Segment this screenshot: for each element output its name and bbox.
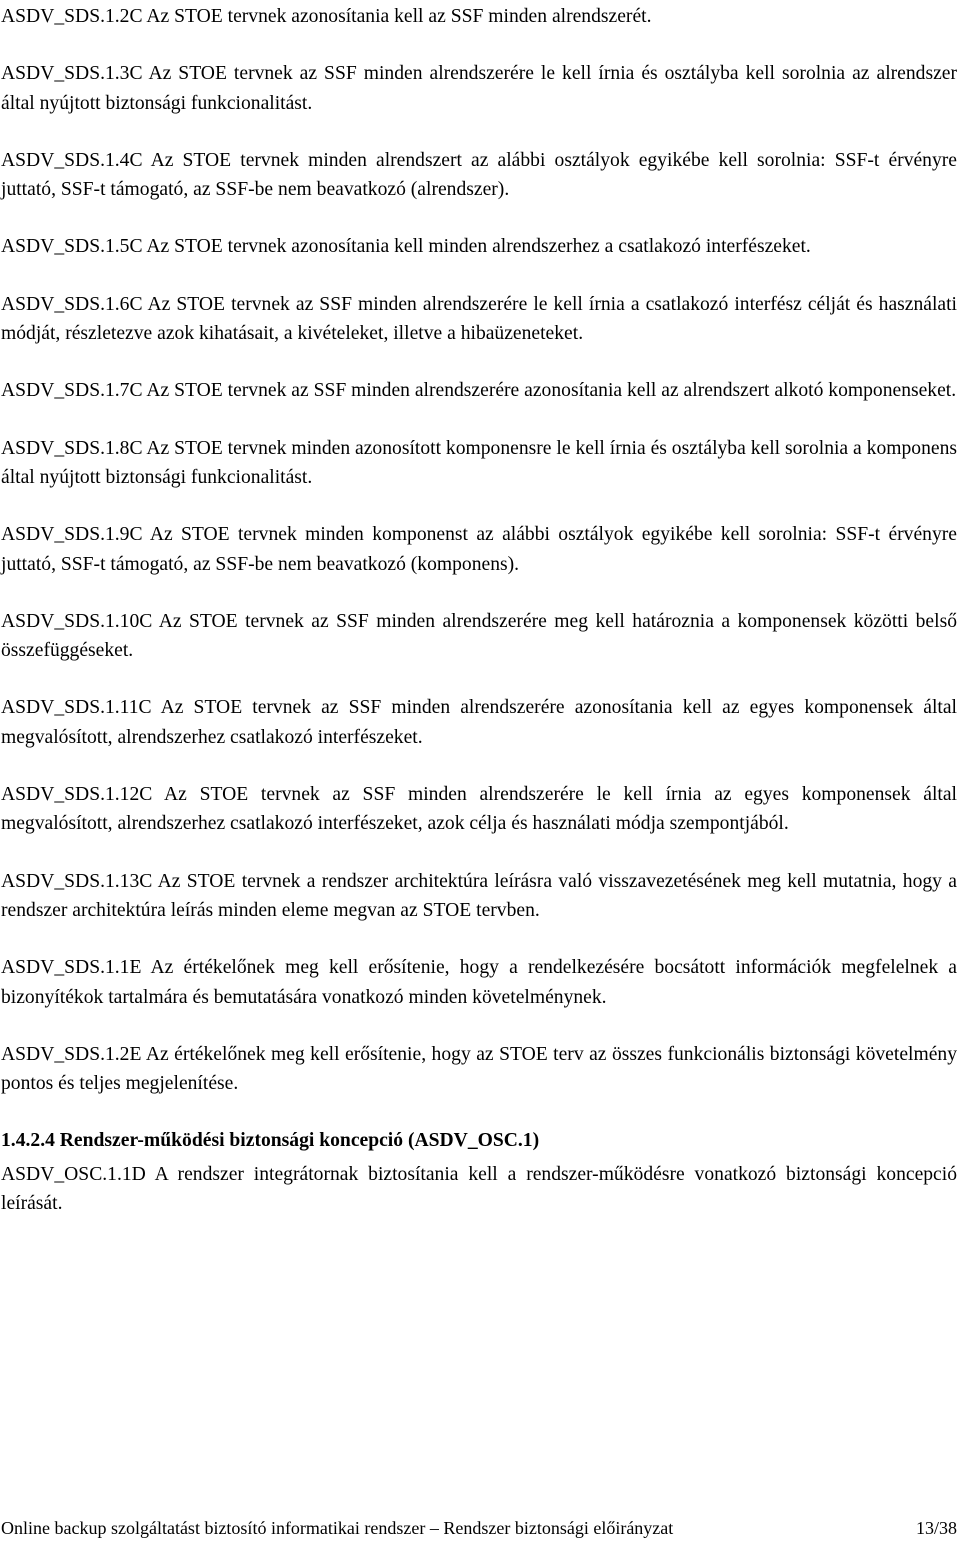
section-heading: 1.4.2.4 Rendszer-működési biztonsági koncepció (ASDV_OSC.1) [1,1130,540,1152]
footer-page-number: 13/38 [915,1518,957,1538]
paragraph-sds-1-2e: ASDV_SDS.1.2E Az értékelőnek meg kell erősítenie, hogy az STOE terv az összes funkcionális biztonsági követelmény pontos és teljes megjelenítése. [1,1043,957,1095]
paragraph-sds-1-9c: ASDV_SDS.1.9C Az STOE tervnek minden komponenst az alábbi osztályok egyikébe kell sorolnia: SSF-t érvényre juttató, SSF-t támogató, az SSF-be nem beavatkozó (komponens). [1,524,957,575]
paragraph-sds-1-5c: ASDV_SDS.1.5C Az STOE tervnek azonosítania kell minden alrendszerhez a csatlakozó interfészeket. [1,236,811,258]
paragraph-sds-1-1e: ASDV_SDS.1.1E Az értékelőnek meg kell erősítenie, hogy a rendelkezésére bocsátott információk megfelelnek a bizonyítékok tartalmára és bemutatására vonatkozó minden követelménynek. [1,957,957,1008]
paragraph-sds-1-3c: ASDV_SDS.1.3C Az STOE tervnek az SSF minden alrendszerére le kell írnia és osztályba kell sorolnia az alrendszer által nyújtott biztonsági funkcionalitást. [1,63,957,114]
page-footer [1,1516,957,1540]
paragraph-sds-1-6c: ASDV_SDS.1.6C Az STOE tervnek az SSF minden alrendszerére le kell írnia a csatlakozó interfész célját és használati módját, részletezve azok kihatásait, a kivételeket, illetve a hibaüzeneteket. [1,293,957,345]
paragraph-sds-1-12c: ASDV_SDS.1.12C Az STOE tervnek az SSF minden alrendszerére le kell írnia az egyes komponensek által megvalósított, alrendszerhez csatlakozó interfészeket, azok célja és használati módja szempontjából. [1,784,957,835]
paragraph-sds-1-11c: ASDV_SDS.1.11C Az STOE tervnek az SSF minden alrendszerére azonosítania kell az egyes komponensek által megvalósított, alrendszerhez csatlakozó interfészeket. [1,697,957,748]
paragraph-sds-1-13c: ASDV_SDS.1.13C Az STOE tervnek a rendszer architektúra leírásra való visszavezetésének meg kell mutatnia, hogy a rendszer architektúra leírás minden eleme megvan az STOE tervben. [1,870,957,921]
paragraph-osc-1-1d: ASDV_OSC.1.1D A rendszer integrátornak biztosítania kell a rendszer-működésre vonatkozó biztonsági koncepció leírását. [1,1163,957,1215]
paragraph-sds-1-8c: ASDV_SDS.1.8C Az STOE tervnek minden azonosított komponensre le kell írnia és osztályba kell sorolnia a komponens által nyújtott biztonsági funkcionalitást. [1,437,957,488]
footer-title: Online backup szolgáltatást biztosító informatikai rendszer – Rendszer biztonsági előirányzat [1,1518,674,1538]
paragraph-sds-1-4c: ASDV_SDS.1.4C Az STOE tervnek minden alrendszert az alábbi osztályok egyikébe kell sorolnia: SSF-t érvényre juttató, SSF-t támogató, az SSF-be nem beavatkozó (alrendszer). [1,149,957,201]
paragraph-sds-1-7c: ASDV_SDS.1.7C Az STOE tervnek az SSF minden alrendszerére azonosítania kell az alrendszert alkotó komponenseket. [1,380,957,402]
document-body [1,2,957,1246]
paragraph-sds-1-10c: ASDV_SDS.1.10C Az STOE tervnek az SSF minden alrendszerére meg kell határoznia a komponensek közötti belső összefüggéseket. [1,610,957,662]
paragraph-sds-1-2c: ASDV_SDS.1.2C Az STOE tervnek azonosítania kell az SSF minden alrendszerét. [1,6,652,27]
